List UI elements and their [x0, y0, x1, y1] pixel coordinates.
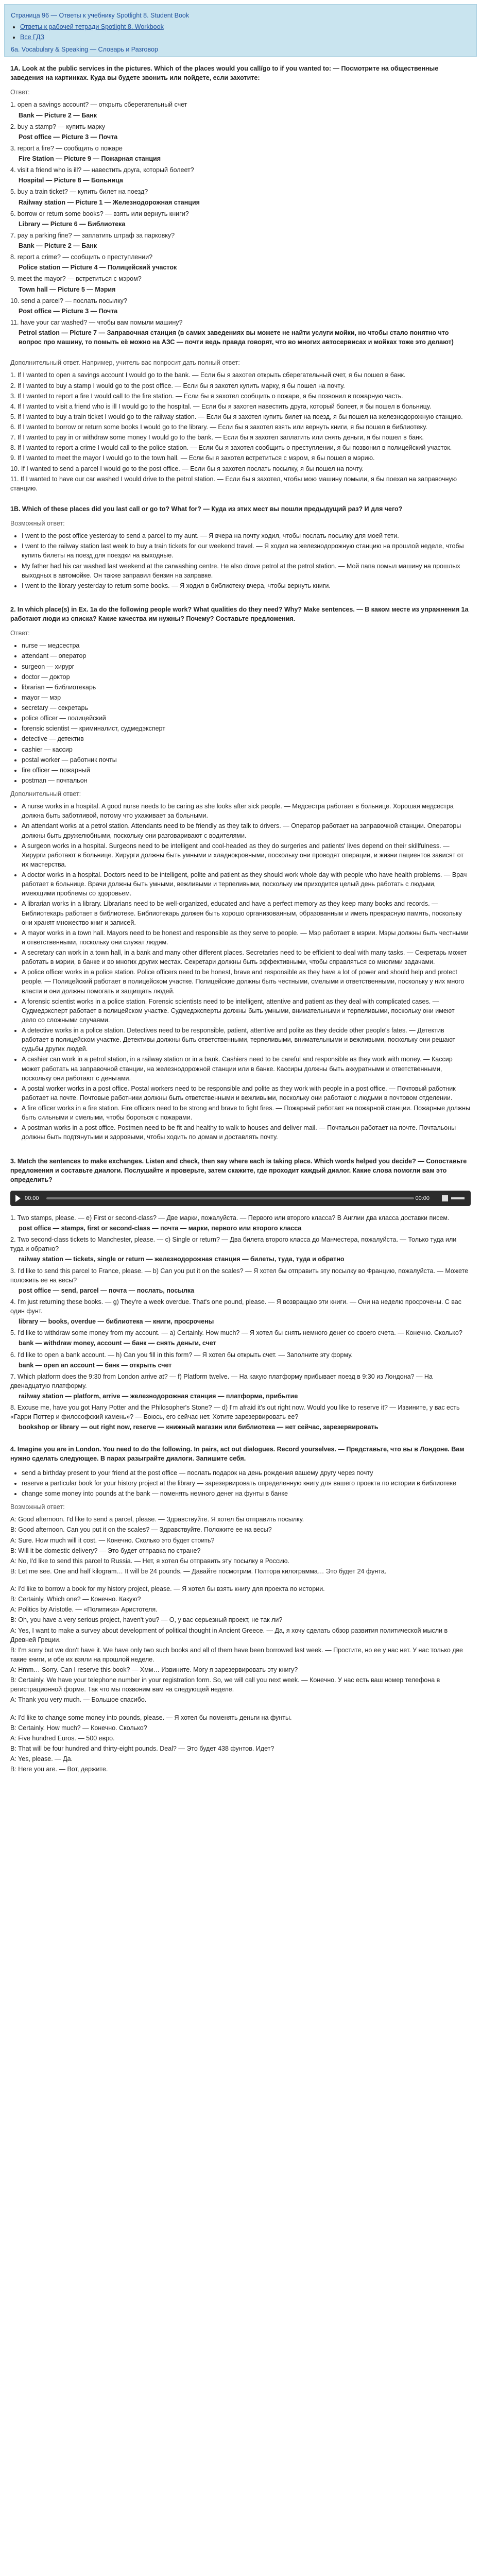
volume-icon[interactable] [442, 1195, 448, 1201]
question: 7. pay a parking fine? — заплатить штраф за парковку? [10, 231, 175, 239]
answer: Fire Station — Picture 9 — Пожарная станция [19, 155, 161, 162]
extra-item: 3. If I wanted to report a fire I would call to the fire station. — Если бы я захотел сообщить о пожаре, я бы позвонил в пожарную часть. [10, 392, 403, 400]
answer: Bank — Picture 2 — Банк [19, 111, 97, 119]
extra-item: 2. If I wanted to buy a stamp I would go to the post office. — Если бы я захотел купить марку, я бы пошел на почту. [10, 382, 345, 389]
question: 2. buy a stamp? — купить марку [10, 123, 106, 130]
dialog-line: B: Let me see. One and half kilogram… It will be 24 pounds. — Давайте посмотрим. Полтора килограмма… Это будет 24 фунта. [10, 1567, 387, 1575]
list-item: • My father had his car washed last weekend at the carwashing centre. He also drove petrol at the petrol station. — Мой папа помыл машину на прошлых выходных в автомойке. Он также заправил бензин на заправке. [22, 562, 471, 580]
answer: Post office — Picture 3 — Почта [19, 307, 118, 315]
list-item: • I went to the library yesterday to return some books. — Я ходил в библиотеку вчера, чтобы вернуть книги. [22, 581, 471, 590]
dialog-line: B: I'm sorry but we don't have it. We have only two such books and all of them have been borrowed last week. — Простите, но ее у нас нет. У нас только две такие книги, и обе их взяли на прошлой неделе. [10, 1646, 463, 1663]
extra-item: 5. If I wanted to buy a train ticket I would go to the railway station. — Если бы я захотел купить билет на поезд, я бы пошел на железнодорожную станцию. [10, 413, 463, 420]
answer-label: Возможный ответ: [10, 1503, 65, 1511]
dialog-line: A: No, I'd like to send this parcel to Russia. — Нет, я хотел бы отправить эту посылку в Россию. [10, 1557, 289, 1565]
dialog-line: A: Good afternoon. I'd like to send a parcel, please. — Здравствуйте. Я хотел бы отправить посылку. [10, 1516, 304, 1523]
task-item: • send a birthday present to your friend at the post office — послать подарок на день рождения вашему другу через почту [22, 1468, 471, 1478]
exchange-place: bank — withdraw money, account — банк — снять деньги, счет [19, 1340, 216, 1347]
answer-list [10, 531, 471, 590]
dialog-line: A: Yes, I want to make a survey about development of political thought in Ancient Greece. — Да, я хочу сделать обзор развития политической мысли в Древней Греции. [10, 1626, 448, 1643]
exchange-item: 1. Two stamps, please. — e) First or second-class? — Две марки, пожалуйста. — Первого или второго класса? В Англии два класса доставки писем. [10, 1214, 450, 1222]
exchange-item: 6. I'd like to open a bank account. — h) Can you fill in this form? — Я хотел бы открыть счет. — Заполните эту форму. [10, 1351, 353, 1359]
task-1b: 1B. Which of these places did you last call or go to? What for? — Куда из этих мест вы пошли предыдущий раз? И для чего? [10, 505, 403, 513]
profession-item: • postal worker — работник почты [22, 755, 471, 765]
dialog-line: A: Sure. How much will it cost. — Конечно. Сколько это будет стоить? [10, 1536, 215, 1544]
answer: Hospital — Picture 8 — Больница [19, 177, 123, 184]
answer-label: Ответ: [10, 89, 30, 96]
profession-item: • detective — детектив [22, 734, 471, 743]
dialog-line: A: I'd like to borrow a book for my history project, please. — Я хотел бы взять книгу для проекта по истории. [10, 1585, 325, 1592]
play-icon[interactable] [15, 1195, 21, 1202]
exchange-place: railway station — platform, arrive — железнодорожная станция — платформа, прибытие [19, 1393, 298, 1400]
dialog-line: B: Will it be domestic delivery? — Это будет отправка по стране? [10, 1547, 201, 1554]
answer-label: Возможный ответ: [10, 520, 65, 527]
exchange-place: railway station — tickets, single or return — железнодорожная станция — билеты, туда, туда и обратно [19, 1256, 345, 1263]
dialog-line: B: Good afternoon. Can you put it on the scales? — Здравствуйте. Положите ее на весы? [10, 1526, 272, 1534]
audio-duration: 00:00 [415, 1195, 430, 1201]
extra-item: • A cashier can work in a petrol station, in a railway station or in a bank. Cashiers need to be careful and responsible as they work with money. — Кассир может работать на заправочной станции, на железнодорожной станции или в банке. Кассиры должны быть аккуратными и ответственными, поскольку они работают с деньгами. [22, 1055, 471, 1082]
answer: Bank — Picture 2 — Банк [19, 242, 97, 249]
dialog-line: B: Certainly. We have your telephone number in your registration form. So, we will call you next week. — Конечно. У нас есть ваш номер телефона в регистрационной форме. Так что мы позвоним вам на следующей неделе. [10, 1676, 440, 1693]
dialog-line: B: Certainly. How much? — Конечно. Сколько? [10, 1724, 147, 1732]
profession-item: • nurse — медсестра [22, 641, 471, 650]
profession-item: • attendant — оператор [22, 651, 471, 660]
extra-item: 6. If I wanted to borrow or return some books I would go to the library. — Если бы я захотел взять или вернуть книги, я бы пошел в библиотеку. [10, 423, 427, 431]
all-gdz-link[interactable]: Все ГДЗ [20, 33, 44, 41]
task-1a: 1A. Look at the public services in the pictures. Which of the places would you call/go to if you wanted to: — Посмотрите на общественные заведения на картинках. Куда вы будете звонить или пойдете, если захотите: [10, 65, 439, 82]
profession-item: • librarian — библиотекарь [22, 683, 471, 692]
question: 9. meet the mayor? — встретиться с мэром? [10, 275, 142, 283]
question: 4. visit a friend who is ill? — навестить друга, который болеет? [10, 166, 194, 174]
audio-player[interactable] [10, 1191, 471, 1206]
dialog-line: A: Hmm… Sorry. Can I reserve this book? — Хмм… Извините. Могу я зарезервировать эту книгу? [10, 1666, 298, 1673]
extra-item: • A surgeon works in a hospital. Surgeons need to be intelligent and cool-headed as they do surgeries and patients' lives depend on their skillfulness. — Хирурги работают в больнице. Хирурги должны быть умными и хладнокровными, поскольку они проводят операции, и жизни пациентов зависят от их мастерства. [22, 841, 471, 869]
list-item: • I went to the railway station last week to buy a train tickets for our weekend travel. — Я ходил на железнодорожную станцию на прошлой неделе, чтобы купить билеты на поезд для поездки на выходные. [22, 541, 471, 560]
dialog-line: A: Thank you very much. — Большое спасибо. [10, 1696, 147, 1704]
exchange-item: 3. I'd like to send this parcel to France, please. — b) Can you put it on the scales? — Я хотел бы отправить эту посылку во Францию, пожалуйста. — Можете положить ее на весы? [10, 1267, 469, 1284]
extra-item: 8. If I wanted to report a crime I would call to the police station. — Если бы я захотел сообщить о преступлении, я бы позвонил в полицейский участок. [10, 444, 452, 452]
extra-item: • A mayor works in a town hall. Mayors need to be honest and responsible as they serve to people. — Мэр работает в мэрии. Мэры должны быть честными и ответственными, поскольку они служат людям. [22, 928, 471, 947]
task-item: • reserve a particular book for your history project at the library — зарезервировать определенную книгу для вашего проекта по истории в библиотеке [22, 1479, 471, 1488]
audio-progress-bar[interactable] [46, 1197, 414, 1199]
extra-item: • A postal worker works in a post office. Postal workers need to be responsible and polite as they work with people in a post office. — Почтовый работник работает на почте. Почтовые работники должны быть ответственными и вежливыми, поскольку они работают с людьми в почтовом отделении. [22, 1084, 471, 1103]
extra-label: Дополнительный ответ. Например, учитель вас попросит дать полный ответ: [10, 359, 240, 367]
answer-label: Ответ: [10, 630, 30, 637]
dialog-line: B: That will be four hundred and thirty-eight pounds. Deal? — Это будет 438 фунтов. Идет? [10, 1744, 274, 1752]
breadcrumb: 6a. Vocabulary & Speaking — Словарь и Разговор [11, 46, 158, 54]
dialog-line: B: Here you are. — Вот, держите. [10, 1766, 108, 1773]
audio-current-time: 00:00 [25, 1195, 39, 1201]
profession-item: • forensic scientist — криминалист, судмедэксперт [22, 724, 471, 733]
profession-item: • fire officer — пожарный [22, 766, 471, 775]
exchange-item: 8. Excuse me, have you got Harry Potter and the Philosopher's Stone? — d) I'm afraid it's out right now. Would you like to reserve it? — Извините, у вас есть «Гарри Поттер и философский камень»? — Боюсь, его сейчас нет. Хотите зарезервировать ее? [10, 1404, 460, 1421]
profession-item: • postman — почтальон [22, 776, 471, 785]
extra-item: • A postman works in a post office. Postmen need to be fit and healthy to walk to houses and deliver mail. — Почтальон работает на почте. Почтальоны должны быть подтянутыми и здоровыми, чтобы ходить по домам и доставлять почту. [22, 1123, 471, 1142]
dialog-line: A: Politics by Aristotle. — «Политика» Аристотеля. [10, 1606, 158, 1614]
list-item: • I went to the post office yesterday to send a parcel to my aunt. — Я вчера на почту ходил, чтобы послать посылку для моей тети. [22, 531, 471, 540]
question: 1. open a savings account? — открыть сберегательный счет [10, 101, 187, 109]
profession-item: • cashier — кассир [22, 745, 471, 754]
extra-item: 11. If I wanted to have our car washed I would drive to the petrol station. — Если бы я захотел, чтобы мою машину помыли, я бы поехал на заправочную станцию. [10, 475, 457, 492]
header-links [20, 22, 470, 42]
extra-item: 7. If I wanted to pay in or withdraw some money I would go to the bank. — Если бы я захотел заплатить или снять деньги, я бы пошел в банк. [10, 434, 424, 442]
question: 3. report a fire? — сообщить о пожаре [10, 144, 123, 152]
extra-item: • An attendant works at a petrol station. Attendants need to be friendly as they talk to drivers. — Оператор работает на заправочной станции. Операторы должны быть дружелюбными, поскольку они разговаривают с водителями. [22, 821, 471, 840]
question: 5. buy a train ticket? — купить билет на поезд? [10, 188, 148, 196]
exchange-place: post office — send, parcel — почта — послать, посылка [19, 1286, 195, 1294]
volume-slider[interactable] [451, 1197, 465, 1199]
task-item: • change some money into pounds at the bank — поменять немного денег на фунты в банке [22, 1489, 471, 1498]
extra-list [10, 370, 471, 493]
header-panel [4, 4, 477, 57]
profession-item: • police officer — полицейский [22, 714, 471, 723]
exchange-list [10, 1213, 471, 1432]
extra-item: • A secretary can work in a town hall, in a bank and many other different places. Secretaries need to be efficient to deal with many tasks. — Секретарь может работать в мэрии, в банке и во многих других местах. Секретари должны быть эффективными, чтобы справляться со многими задачами. [22, 948, 471, 967]
question: 11. have your car washed? — чтобы вам помыли машину? [10, 318, 183, 326]
exchange-place: bank — open an account — банк — открыть счет [19, 1361, 172, 1369]
dialog-line: B: Certainly. Which one? — Конечно. Какую? [10, 1596, 141, 1603]
exchange-place: library — books, overdue — библиотека — книги, просрочены [19, 1318, 214, 1326]
extra-item: • A librarian works in a library. Librarians need to be well-organized, educated and have a perfect memory as they keep many books and records. — Библиотекарь работает в библиотеке. Библиотекарь должен быть хорошо организованным, образованным и иметь прекрасную память, поскольку они хранят множество книг и записей. [22, 899, 471, 927]
extra-item: 1. If I wanted to open a savings account I would go to the bank. — Если бы я захотел открыть сберегательный счет, я бы пошел в банк. [10, 371, 406, 379]
exchange-place: post office — stamps, first or second-class — почта — марки, первого или второго класса [19, 1225, 302, 1232]
task-3: 3. Match the sentences to make exchanges. Listen and check, then say where each is taking place. Which words helped you decide? — Сопоставьте предложения и составьте диалоги. Послушайте и проверьте, затем скажите, где проходит каждый диалог. Какие слова помогли вам это определить? [10, 1157, 467, 1183]
dialog-list [10, 1515, 471, 1774]
exchange-item: 5. I'd like to withdraw some money from my account. — a) Certainly. How much? — Я хотел бы снять немного денег со своего счета. — Конечно. Сколько? [10, 1329, 462, 1337]
profession-item: • mayor — мэр [22, 693, 471, 702]
extra-item: 10. If I wanted to send a parcel I would go to the post office. — Если бы я захотел послать посылку, я бы пошел на почту. [10, 465, 364, 472]
question: 8. report a crime? — сообщить о преступлении? [10, 253, 153, 261]
answer: Town hall — Picture 5 — Мэрия [19, 285, 116, 293]
question: 10. send a parcel? — послать посылку? [10, 297, 128, 304]
extra-list [10, 802, 471, 1142]
dialog-line: A: I'd like to change some money into pounds, please. — Я хотел бы поменять деньги на фунты. [10, 1714, 292, 1721]
exchange-item: 4. I'm just returning these books. — g) They're a week overdue. That's one pound, please. — Я возвращаю эти книги. — Они на неделю просрочены. С вас один фунт. [10, 1298, 461, 1315]
dialog-line: B: Oh, you have a very serious project, haven't you? — О, у вас серьезный проект, не так ли? [10, 1616, 283, 1624]
task-4: 4. Imagine you are in London. You need to do the following. In pairs, act out dialogues. Record yourselves. — Представьте, что вы в Лондоне. Вам нужно сделать следующее. В парах разыграйте диалоги. Запишите себя. [10, 1445, 465, 1462]
workbook-link[interactable]: Ответы к рабочей тетради Spotlight 8. Workbook [20, 23, 164, 31]
answer: Library — Picture 6 — Библиотека [19, 220, 126, 228]
profession-item: • surgeon — хирург [22, 662, 471, 671]
question: 6. borrow or return some books? — взять или вернуть книги? [10, 210, 189, 217]
extra-label: Дополнительный ответ: [10, 790, 81, 798]
main-content [0, 57, 481, 1774]
dialog-line: A: Five hundred Euros. — 500 евро. [10, 1734, 115, 1742]
profession-item: • doctor — доктор [22, 672, 471, 682]
task-2: 2. In which place(s) in Ex. 1a do the following people work? What qualities do they need? Why? Make sentences. — В каком месте из упражнения 1a работают люди из списка? Какие качества им нужны? Почему? Составьте предложения. [10, 605, 469, 622]
extra-item: 9. If I wanted to meet the mayor I would go to the town hall. — Если бы я захотел встретиться с мэром, я бы пошел в мэрию. [10, 454, 375, 462]
profession-item: • secretary — секретарь [22, 703, 471, 713]
answer: Post office — Picture 3 — Почта [19, 133, 118, 141]
profession-list [10, 641, 471, 785]
extra-item: • A nurse works in a hospital. A good nurse needs to be caring as she looks after sick people. — Медсестра работает в больнице. Хорошая медсестра должна быть заботливой, потому что ухаживает за больными. [22, 802, 471, 820]
dialog-line: A: Yes, please. — Да. [10, 1755, 73, 1762]
task-list [10, 1468, 471, 1498]
extra-item: • A doctor works in a hospital. Doctors need to be intelligent, polite and patient as they should work whole day with people who have health problems. — Врач работает в больнице. Врачи должны быть умными, вежливыми и терпеливыми, поскольку им приходится целый день работать с людьми, имеющими проблемы со здоровьем. [22, 870, 471, 898]
extra-item: • A forensic scientist works in a police station. Forensic scientists need to be intelligent, attentive and patient as they deal with complicated cases. — Судмедэксперт работает в полицейском участке. Судмедэксперты должны быть умными, внимательными и терпеливыми, поскольку они имеют дело со сложными случаями. [22, 997, 471, 1025]
answer: Petrol station — Picture 7 — Заправочная станция (в самих заведениях вы можете не найти услуги мойки, но чтобы стало понятно что вопрос про машину, то помыть её можно на АЗС — почти ведь правда говорят, что во многих автосервисах и мойках тоже это делают) [19, 329, 454, 346]
page-label: Страница 96 — Ответы к учебнику Spotlight 8. Student Book [11, 12, 190, 19]
answer: Police station — Picture 4 — Полицейский участок [19, 264, 177, 272]
answer-list [10, 100, 471, 347]
exchange-item: 2. Two second-class tickets to Manchester, please. — c) Single or return? — Два билета второго класса до Манчестера, пожалуйста. — Только туда или туда и обратно? [10, 1236, 457, 1253]
extra-item: • A detective works in a police station. Detectives need to be responsible, patient, attentive and polite as they decide other people's fates. — Детектив работает в полицейском участке. Детективы должны быть ответственными, терпеливыми, внимательными и вежливыми, поскольку они решают судьбы других людей. [22, 1026, 471, 1054]
exchange-place: bookshop or library — out right now, reserve — книжный магазин или библиотека — нет сейчас, зарезервировать [19, 1423, 379, 1431]
exchange-item: 7. Which platform does the 9:30 from London arrive at? — f) Platform twelve. — На какую платформу прибывает поезд в 9:30 из Лондона? — На двенадцатую платформу. [10, 1372, 433, 1389]
answer: Railway station — Picture 1 — Железнодорожная станция [19, 198, 200, 206]
extra-item: • A police officer works in a police station. Police officers need to be honest, brave and responsible as they have a lot of power and should help and protect people. — Полицейский работает в полицейском участке. Полицейские должны быть честными, смелыми и ответственными, поскольку у них много власти и они должны помогать и защищать людей. [22, 968, 471, 995]
extra-item: • A fire officer works in a fire station. Fire officers need to be strong and brave to fight fires. — Пожарный работает на пожарной станции. Пожарные должны быть сильными и смелыми, чтобы бороться с пожарами. [22, 1104, 471, 1122]
dialog-gap [10, 1706, 471, 1712]
extra-item: 4. If I wanted to visit a friend who is ill I would go to the hospital. — Если бы я захотел навестить друга, который болеет, я бы пошел в больницу. [10, 402, 432, 410]
dialog-gap [10, 1577, 471, 1583]
